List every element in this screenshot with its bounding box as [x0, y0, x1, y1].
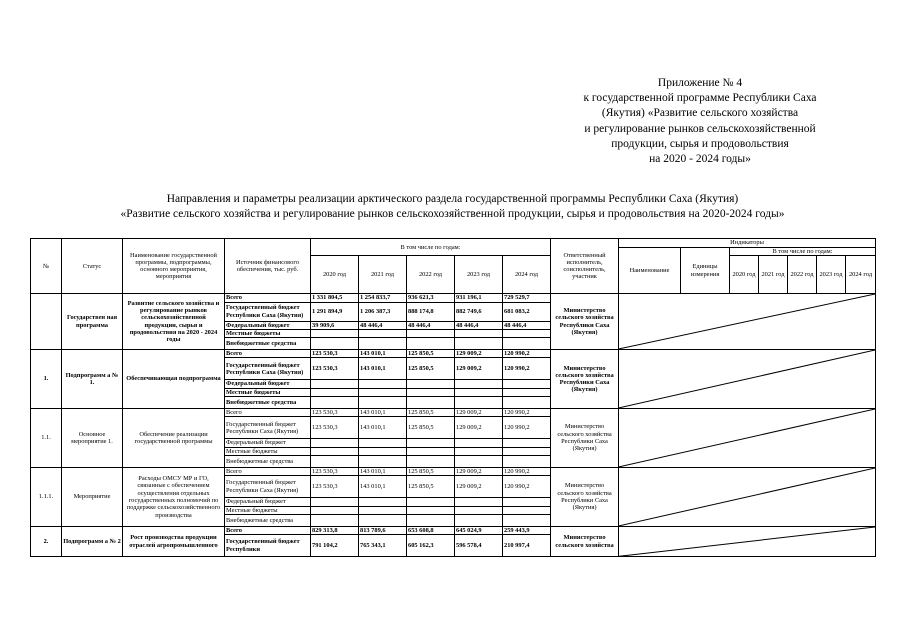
row-source: Федеральный бюджет	[225, 498, 311, 506]
row-source: Государственный бюджет Республики Саха (Якутия)	[225, 417, 311, 439]
row-value	[359, 397, 407, 409]
row-source: Государственный бюджет Республики Саха (Якутия)	[225, 476, 311, 498]
row-value	[311, 439, 359, 447]
row-value	[407, 380, 455, 388]
header-status: Статус	[62, 239, 123, 294]
header-indicators: Индикаторы	[619, 239, 876, 248]
row-source: Государственный бюджет Республики Саха (Якутия)	[225, 358, 311, 380]
row-source: Всего	[225, 526, 311, 534]
header-ind-name: Наименование	[619, 248, 681, 294]
row-value: 123 530,3	[311, 476, 359, 498]
row-value: 39 909,6	[311, 321, 359, 329]
diagonal-strike	[619, 527, 875, 556]
header-year: 2020 год	[311, 256, 359, 294]
row-source: Внебюджетные средства	[225, 514, 311, 526]
row-value: 125 850,5	[407, 409, 455, 417]
program-table	[30, 238, 876, 557]
row-value	[359, 447, 407, 455]
header-by-years: В том числе по годам:	[311, 239, 551, 256]
row-value	[503, 498, 551, 506]
row-value	[311, 380, 359, 388]
row-value	[455, 397, 503, 409]
row-source: Всего	[225, 409, 311, 417]
row-num: 1.1.	[31, 409, 62, 468]
row-source: Федеральный бюджет	[225, 321, 311, 329]
row-source: Местные бюджеты	[225, 447, 311, 455]
row-value: 1 331 804,5	[311, 294, 359, 302]
row-status: Подпрограмм а № 1.	[62, 350, 123, 409]
row-value	[455, 338, 503, 350]
row-value: 596 578,4	[455, 535, 503, 557]
row-value	[455, 439, 503, 447]
row-source: Федеральный бюджет	[225, 439, 311, 447]
row-responsible: Министерство сельского хозяйства	[551, 526, 619, 556]
header-year: 2022 год	[407, 256, 455, 294]
row-value	[359, 514, 407, 526]
row-value: 125 850,5	[407, 417, 455, 439]
row-source: Государственный бюджет Республики	[225, 535, 311, 557]
row-value	[311, 329, 359, 337]
row-name: Обеспечение реализации государственной программы	[123, 409, 225, 468]
row-value	[455, 506, 503, 514]
row-value: 888 174,8	[407, 302, 455, 321]
header-year: 2023 год	[455, 256, 503, 294]
row-value: 125 850,5	[407, 350, 455, 358]
row-value: 125 850,5	[407, 467, 455, 475]
row-value: 120 990,2	[503, 358, 551, 380]
header-ind-year: 2020 год	[730, 256, 759, 294]
row-value	[407, 329, 455, 337]
row-value: 1 254 833,7	[359, 294, 407, 302]
row-name: Развитие сельского хозяйства и регулирование рынков сельскохозяйственной продукции, сырья и продовольствия на 2020 - 2024 годы	[123, 294, 225, 350]
row-value	[407, 397, 455, 409]
row-status: Мероприятие	[62, 467, 123, 526]
row-value: 813 789,6	[359, 526, 407, 534]
row-value: 123 530,3	[311, 358, 359, 380]
row-value: 120 990,2	[503, 476, 551, 498]
row-source: Всего	[225, 350, 311, 358]
appendix-line: Приложение № 4	[657, 77, 743, 89]
row-responsible: Министерство сельского хозяйства Республики Саха (Якутия)	[551, 350, 619, 409]
row-value: 143 010,1	[359, 350, 407, 358]
row-value	[311, 447, 359, 455]
row-value	[407, 506, 455, 514]
title-line-2: «Развитие сельского хозяйства и регулирование рынков сельскохозяйственной продукции, сырья и продовольствия на 2020-2024 годы»	[120, 208, 785, 220]
row-value: 653 608,8	[407, 526, 455, 534]
row-value: 605 162,3	[407, 535, 455, 557]
row-value	[311, 455, 359, 467]
header-ind-year: 2023 год	[817, 256, 846, 294]
header-source: Источник финансового обеспечения, тыс. руб.	[225, 239, 311, 294]
row-status: Подпрограмм а № 2	[62, 526, 123, 556]
indicators-empty-cell	[619, 526, 876, 556]
row-value: 120 990,2	[503, 409, 551, 417]
row-value: 125 850,5	[407, 476, 455, 498]
row-value: 48 446,4	[503, 321, 551, 329]
table-row	[31, 467, 876, 475]
title-line-1: Направления и параметры реализации арктического раздела государственной программы Республики Саха (Якутия)	[166, 193, 739, 205]
row-value: 123 530,3	[311, 417, 359, 439]
row-num	[31, 294, 62, 350]
appendix-line: к государственной программе Республики Саха	[583, 92, 817, 105]
table-row	[31, 409, 876, 417]
row-source: Внебюджетные средства	[225, 397, 311, 409]
row-value	[407, 338, 455, 350]
row-value	[407, 439, 455, 447]
row-value: 791 104,2	[311, 535, 359, 557]
header-ind-year: 2022 год	[788, 256, 817, 294]
row-value	[311, 397, 359, 409]
row-value: 123 530,3	[311, 409, 359, 417]
row-value: 120 990,2	[503, 467, 551, 475]
row-value: 123 530,3	[311, 467, 359, 475]
header-year: 2021 год	[359, 256, 407, 294]
row-num: 1.	[31, 350, 62, 409]
row-source: Местные бюджеты	[225, 506, 311, 514]
table-row	[31, 294, 876, 302]
row-value	[359, 439, 407, 447]
row-value: 143 010,1	[359, 409, 407, 417]
header-ind-year: 2021 год	[759, 256, 788, 294]
row-num: 2.	[31, 526, 62, 556]
row-source: Внебюджетные средства	[225, 338, 311, 350]
row-value	[503, 388, 551, 396]
row-value	[455, 380, 503, 388]
row-value	[311, 388, 359, 396]
row-value	[311, 338, 359, 350]
row-responsible: Министерство сельского хозяйства Республики Саха (Якутия)	[551, 294, 619, 350]
row-value: 129 009,2	[455, 476, 503, 498]
row-value	[455, 388, 503, 396]
row-value	[503, 439, 551, 447]
row-value: 931 196,1	[455, 294, 503, 302]
row-value	[407, 514, 455, 526]
row-value: 129 009,2	[455, 409, 503, 417]
diagonal-strike	[619, 409, 875, 467]
table-row	[31, 526, 876, 534]
row-status: Основное мероприятие 1.	[62, 409, 123, 468]
row-value: 120 990,2	[503, 350, 551, 358]
row-value	[359, 388, 407, 396]
row-value: 48 446,4	[407, 321, 455, 329]
header-num: №	[31, 239, 62, 294]
header-name: Наименование государственной программы, подпрограммы, основного мероприятия, мероприятия	[123, 239, 225, 294]
table-row	[31, 350, 876, 358]
diagonal-strike	[619, 294, 875, 349]
row-source: Всего	[225, 467, 311, 475]
row-status: Государствен ная программа	[62, 294, 123, 350]
row-value	[359, 506, 407, 514]
header-year: 2024 год	[503, 256, 551, 294]
row-value	[503, 447, 551, 455]
row-value: 765 343,1	[359, 535, 407, 557]
diagonal-strike	[619, 468, 875, 526]
row-value	[311, 514, 359, 526]
row-value: 129 009,2	[455, 417, 503, 439]
row-value	[359, 329, 407, 337]
row-value: 129 009,2	[455, 350, 503, 358]
row-value	[503, 506, 551, 514]
row-value: 936 621,3	[407, 294, 455, 302]
header-responsible: Ответственный исполнитель, соисполнитель, участник	[551, 239, 619, 294]
row-value: 48 446,4	[359, 321, 407, 329]
row-value	[407, 455, 455, 467]
row-value: 729 529,7	[503, 294, 551, 302]
row-source: Федеральный бюджет	[225, 380, 311, 388]
row-value: 829 313,8	[311, 526, 359, 534]
row-value	[503, 397, 551, 409]
appendix-line: и регулирование рынков сельскохозяйственной	[584, 122, 816, 135]
row-value: 129 009,2	[455, 358, 503, 380]
appendix-line: на 2020 - 2024 годы»	[649, 153, 751, 166]
row-value: 645 024,9	[455, 526, 503, 534]
diagonal-strike	[619, 350, 875, 408]
row-value	[407, 388, 455, 396]
row-value	[455, 447, 503, 455]
row-value	[311, 506, 359, 514]
row-value: 123 530,3	[311, 350, 359, 358]
row-value	[359, 498, 407, 506]
row-value: 143 010,1	[359, 476, 407, 498]
row-value	[503, 329, 551, 337]
row-responsible: Министерство сельского хозяйства Республики Саха (Якутия)	[551, 409, 619, 468]
document-title	[0, 192, 905, 222]
row-value: 129 009,2	[455, 467, 503, 475]
row-value	[503, 380, 551, 388]
header-ind-year: 2024 год	[846, 256, 876, 294]
row-value	[455, 498, 503, 506]
row-value	[359, 455, 407, 467]
row-value	[407, 447, 455, 455]
row-value	[311, 498, 359, 506]
row-value	[503, 338, 551, 350]
row-value: 1 206 387,3	[359, 302, 407, 321]
header-ind-by-years: В том числе по годам:	[730, 248, 876, 256]
appendix-note	[550, 76, 850, 167]
row-value	[455, 329, 503, 337]
row-value: 143 010,1	[359, 467, 407, 475]
row-value	[407, 498, 455, 506]
row-name: Рост производства продукции отраслей агропромышленного	[123, 526, 225, 556]
row-source: Всего	[225, 294, 311, 302]
row-value	[503, 514, 551, 526]
appendix-line: продукции, сырья и продовольствия	[611, 137, 789, 150]
row-value: 143 010,1	[359, 358, 407, 380]
row-value: 681 083,2	[503, 302, 551, 321]
row-value: 48 446,4	[455, 321, 503, 329]
row-name: Расходы ОМСУ МР и ГО, связанные с обеспечением осуществления отдельных государственных полномочий по поддержке сельскохозяйственного производства	[123, 467, 225, 526]
row-value	[455, 514, 503, 526]
row-value	[359, 380, 407, 388]
row-value	[503, 455, 551, 467]
row-value: 1 291 894,9	[311, 302, 359, 321]
row-value: 210 997,4	[503, 535, 551, 557]
indicators-empty-cell	[619, 467, 876, 526]
row-value	[359, 338, 407, 350]
row-responsible: Министерство сельского хозяйства Республики Саха (Якутия)	[551, 467, 619, 526]
row-num: 1.1.1.	[31, 467, 62, 526]
row-name: Обеспечивающая подпрограмма	[123, 350, 225, 409]
row-value: 143 010,1	[359, 417, 407, 439]
row-source: Внебюджетные средства	[225, 455, 311, 467]
indicators-empty-cell	[619, 350, 876, 409]
row-value: 882 749,6	[455, 302, 503, 321]
indicators-empty-cell	[619, 294, 876, 350]
row-source: Местные бюджеты	[225, 388, 311, 396]
row-value: 120 990,2	[503, 417, 551, 439]
row-value: 125 850,5	[407, 358, 455, 380]
appendix-line: (Якутия) «Развитие сельского хозяйства	[601, 107, 799, 120]
indicators-empty-cell	[619, 409, 876, 468]
row-source: Государственный бюджет Республики Саха (Якутия)	[225, 302, 311, 321]
header-ind-unit: Единицы измерения	[681, 248, 730, 294]
row-value: 259 443,9	[503, 526, 551, 534]
row-source: Местные бюджеты	[225, 329, 311, 337]
row-value	[455, 455, 503, 467]
